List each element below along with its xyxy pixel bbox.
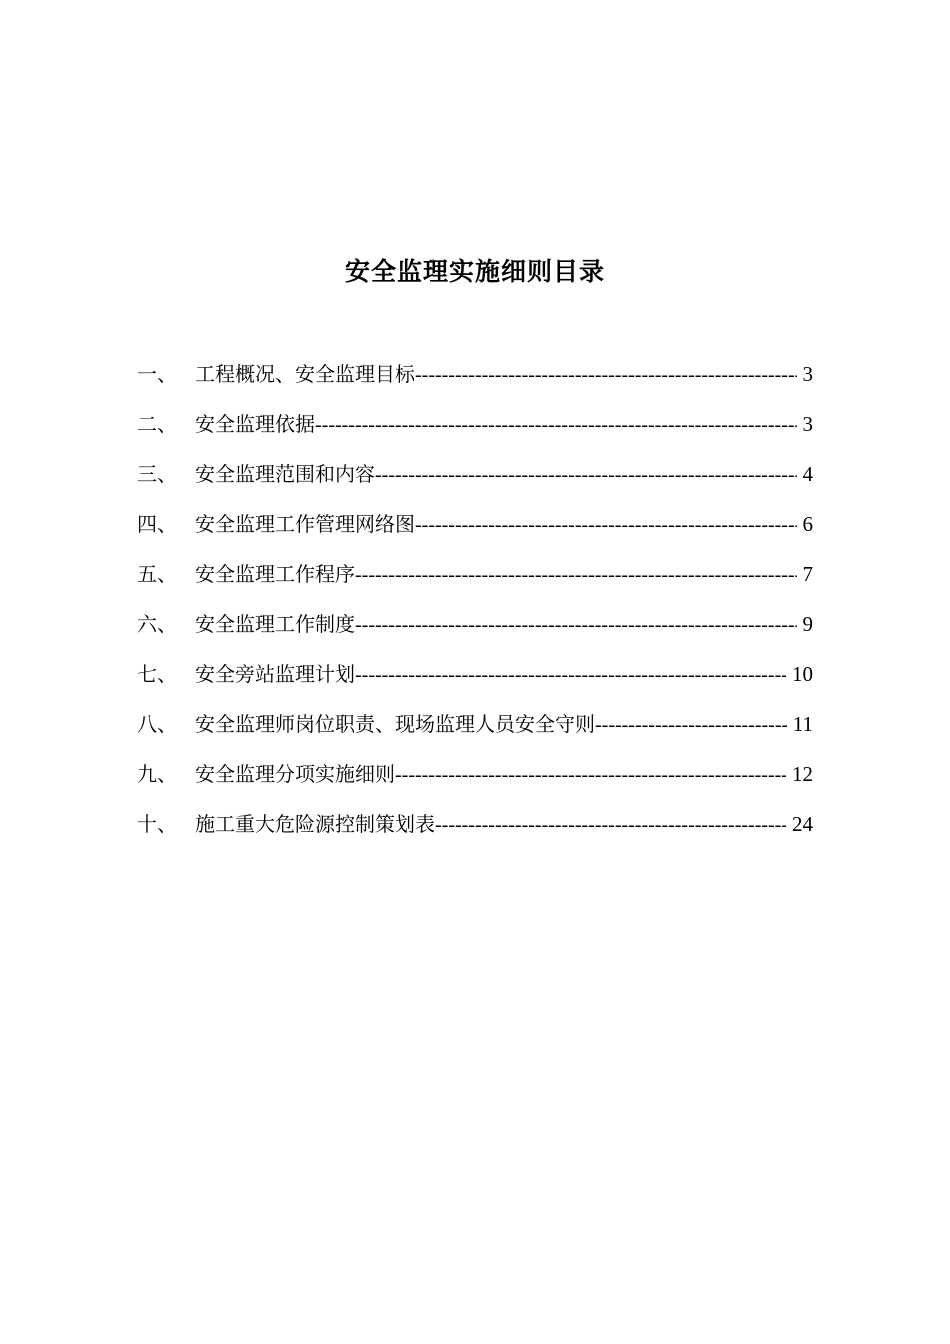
- toc-entry-text: 安全监理分项实施细则: [195, 762, 395, 786]
- toc-entry: [137, 506, 813, 556]
- toc-entry-text: 安全监理师岗位职责、现场监理人员安全守则: [195, 712, 595, 736]
- toc-entry: [137, 706, 813, 756]
- toc-entry-text: 工程概况、安全监理目标: [195, 362, 415, 386]
- toc-entry-page: 24: [792, 812, 813, 836]
- toc-entry-page: 7: [802, 562, 813, 586]
- toc-dot-leader: [315, 407, 797, 443]
- toc-entry-text: 安全监理工作制度: [195, 612, 355, 636]
- toc-entry: [137, 756, 813, 806]
- toc-entry-text: 安全监理工作程序: [195, 562, 355, 586]
- toc-dot-leader: [435, 807, 786, 843]
- toc-dot-leader: [355, 607, 797, 643]
- toc-dot-leader: [595, 707, 787, 743]
- toc-entry: [137, 806, 813, 856]
- toc-list: [137, 356, 813, 856]
- toc-entry: [137, 356, 813, 406]
- toc-entry-numeral: 二、: [137, 412, 177, 436]
- toc-dot-leader: [355, 557, 797, 593]
- toc-entry: [137, 606, 813, 656]
- toc-dot-leader: [355, 657, 786, 693]
- toc-entry-text: 施工重大危险源控制策划表: [195, 812, 435, 836]
- toc-entry-text: 安全旁站监理计划: [195, 662, 355, 686]
- toc-entry-text: 安全监理依据: [195, 412, 315, 436]
- toc-entry-numeral: 四、: [137, 512, 177, 536]
- toc-entry: [137, 556, 813, 606]
- toc-dot-leader: [415, 357, 797, 393]
- toc-entry-page: 9: [802, 612, 813, 636]
- toc-entry: [137, 656, 813, 706]
- toc-entry-page: 12: [792, 762, 813, 786]
- toc-entry-numeral: 九、: [137, 762, 177, 786]
- toc-entry-numeral: 六、: [137, 612, 177, 636]
- toc-entry: [137, 456, 813, 506]
- toc-entry-numeral: 一、: [137, 362, 177, 386]
- toc-entry-page: 3: [802, 362, 813, 386]
- toc-dot-leader: [415, 507, 797, 543]
- toc-entry-page: 6: [802, 512, 813, 536]
- toc-entry-numeral: 七、: [137, 662, 177, 686]
- toc-entry-page: 10: [792, 662, 813, 686]
- toc-entry: [137, 406, 813, 456]
- toc-entry-text: 安全监理范围和内容: [195, 462, 375, 486]
- toc-entry-text: 安全监理工作管理网络图: [195, 512, 415, 536]
- toc-entry-numeral: 五、: [137, 562, 177, 586]
- toc-entry-page: 3: [802, 412, 813, 436]
- toc-dot-leader: [395, 757, 786, 793]
- toc-entry-page: 11: [792, 712, 813, 736]
- toc-entry-numeral: 八、: [137, 712, 177, 736]
- toc-entry-numeral: 三、: [137, 462, 177, 486]
- toc-entry-page: 4: [802, 462, 813, 486]
- toc-dot-leader: [375, 457, 797, 493]
- toc-entry-numeral: 十、: [137, 812, 177, 836]
- toc-title: 安全监理实施细则目录: [344, 257, 605, 286]
